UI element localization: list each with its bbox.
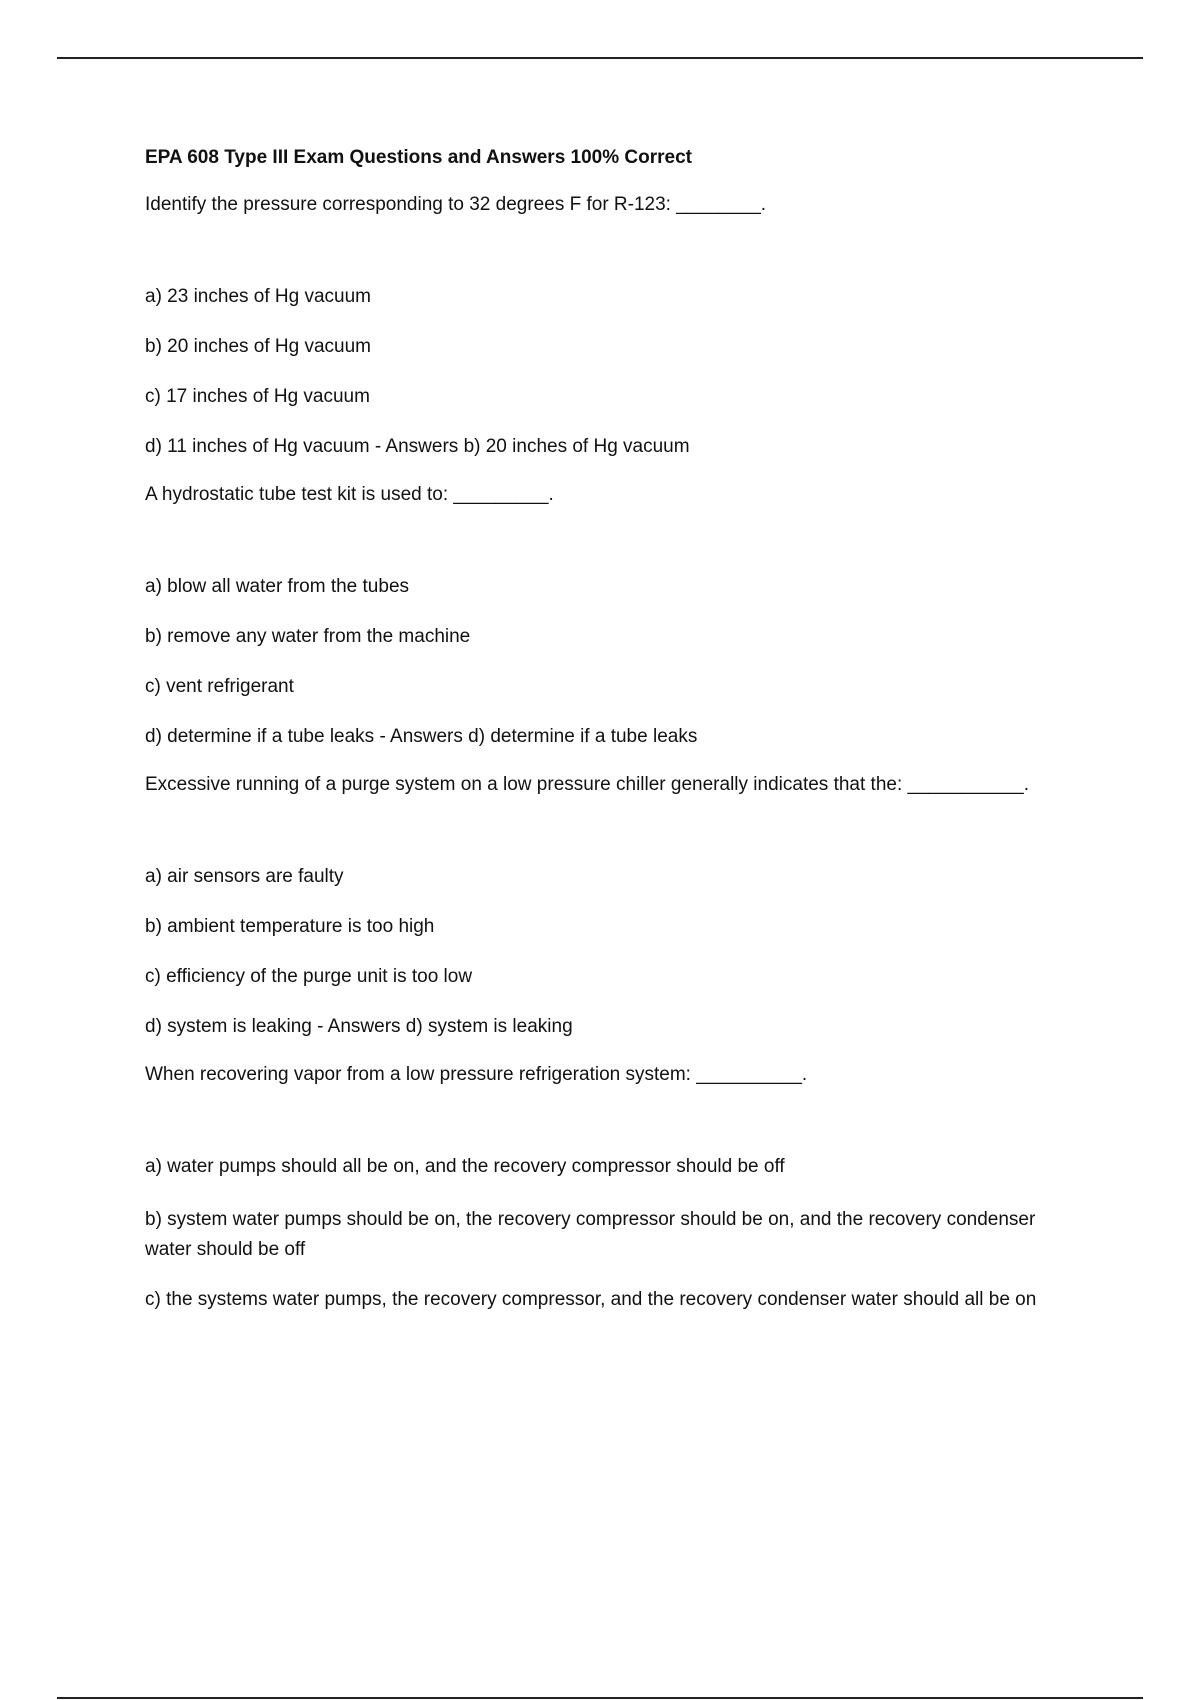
document-body	[145, 146, 1075, 1335]
header-rule	[57, 57, 1143, 59]
answer-option-with-answer: d) determine if a tube leaks - Answers d) determine if a tube leaks	[145, 726, 698, 747]
answer-option: c) vent refrigerant	[145, 676, 294, 697]
footer-rule	[57, 1697, 1143, 1699]
answer-option: c) efficiency of the purge unit is too low	[145, 966, 473, 987]
answer-option: b) remove any water from the machine	[145, 626, 471, 647]
question-3	[145, 773, 1075, 1039]
answer-option: b) 20 inches of Hg vacuum	[145, 336, 372, 357]
answer-option: a) blow all water from the tubes	[145, 576, 410, 597]
answer-option: a) 23 inches of Hg vacuum	[145, 286, 372, 307]
question-2	[145, 483, 1075, 749]
document-title: EPA 608 Type III Exam Questions and Answers 100% Correct	[145, 147, 692, 168]
answer-option: a) air sensors are faulty	[145, 866, 344, 887]
answer-option: b) ambient temperature is too high	[145, 916, 435, 937]
answer-option: c) the systems water pumps, the recovery compressor, and the recovery condenser water should all be on	[145, 1289, 1037, 1310]
question-stem: Identify the pressure corresponding to 32 degrees F for R-123: ________.	[145, 194, 767, 215]
answer-option: c) 17 inches of Hg vacuum	[145, 386, 370, 407]
question-4	[145, 1063, 1075, 1315]
question-stem: When recovering vapor from a low pressure refrigeration system: __________.	[145, 1064, 808, 1085]
question-stem: A hydrostatic tube test kit is used to: _________.	[145, 484, 554, 505]
question-1	[145, 193, 1075, 459]
answer-option: a) water pumps should all be on, and the recovery compressor should be off	[145, 1156, 785, 1177]
answer-option-with-answer: d) system is leaking - Answers d) system is leaking	[145, 1016, 573, 1037]
answer-option: b) system water pumps should be on, the recovery compressor should be on, and the recovery condenser water should be off	[145, 1209, 1036, 1260]
answer-option-with-answer: d) 11 inches of Hg vacuum - Answers b) 20 inches of Hg vacuum	[145, 436, 690, 457]
question-stem: Excessive running of a purge system on a low pressure chiller generally indicates that the: ___________.	[145, 774, 1030, 795]
